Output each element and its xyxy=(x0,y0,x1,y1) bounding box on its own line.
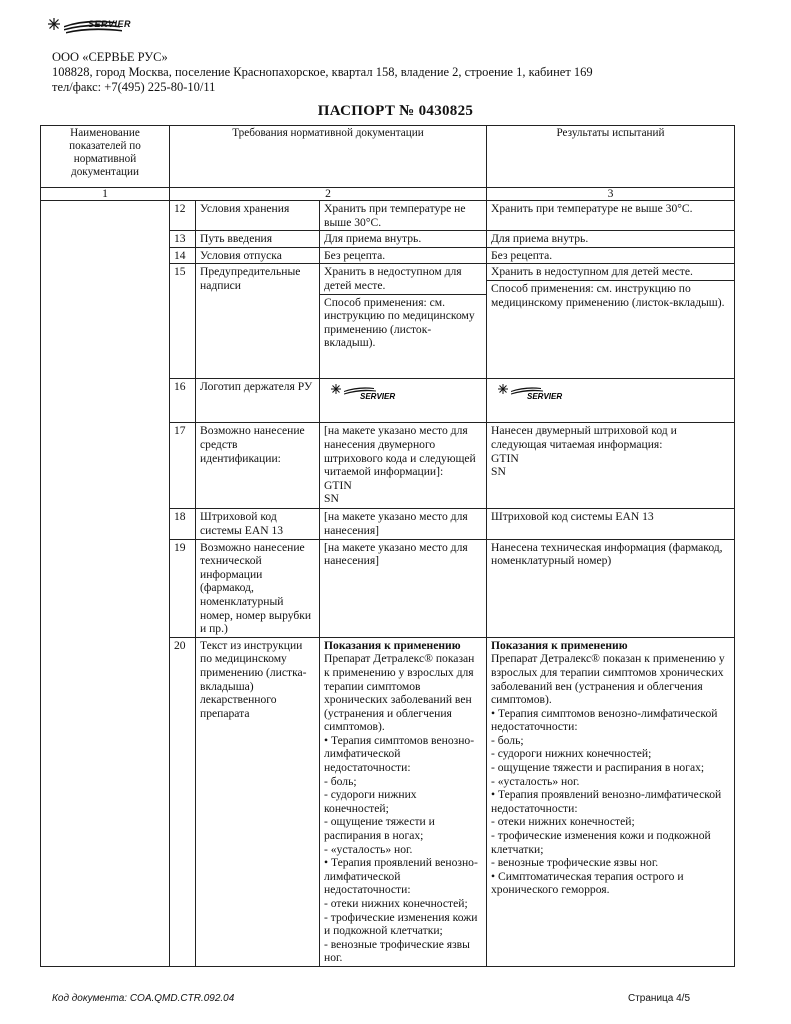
servier-logo-small xyxy=(497,382,577,402)
row-name: Текст из инструкции по медицинскому применению (листка-вкладыша) лекарственного препарата xyxy=(196,637,320,966)
col-number: 1 xyxy=(41,188,170,201)
row-name: Предупредительные надписи xyxy=(196,264,320,379)
row-name: Путь введения xyxy=(196,231,320,248)
row-name: Возможно нанесение технической информации (фармакод, номенклатурный номер, номер вырубки и пр.) xyxy=(196,539,320,637)
company-name: ООО «СЕРВЬЕ РУС» xyxy=(52,50,168,64)
table-row xyxy=(41,201,735,231)
col2-header: Требования нормативной документации xyxy=(170,126,487,188)
row-requirement xyxy=(320,264,487,379)
row-result xyxy=(487,379,735,423)
row-result xyxy=(487,637,735,966)
row-requirement: [на макете указано место для нанесения] xyxy=(320,509,487,539)
row-requirement xyxy=(320,379,487,423)
passport-table xyxy=(40,125,735,967)
indication-line: - ощущение тяжести и распирания в ногах; xyxy=(324,815,435,843)
row-requirement xyxy=(320,423,487,509)
company-address: 108828, город Москва, поселение Краснопахорское, квартал 158, владение 2, строение 1, кабинет 169 xyxy=(52,65,593,79)
table-header-row xyxy=(41,126,735,188)
company-phone: тел/факс: +7(495) 225-80-10/11 xyxy=(52,80,216,94)
row-name: Условия отпуска xyxy=(196,247,320,264)
page-title: ПАСПОРТ № 0430825 xyxy=(317,103,474,119)
row-result: Нанесена техническая информация (фармакод, номенклатурный номер) xyxy=(487,539,735,637)
row-number: 12 xyxy=(170,201,196,231)
mini-logo-text: SERVIER xyxy=(360,392,396,402)
indication-line: - боль; xyxy=(491,733,524,747)
row-name: Условия хранения xyxy=(196,201,320,231)
indication-line: - ощущение тяжести и распирания в ногах; xyxy=(491,761,705,775)
logo-text: SERVIER xyxy=(88,19,132,29)
indication-line: Препарат Детралекс® показан к применению у взрослых для терапии симптомов хронических заболеваний вен (устранения и облегчения симптомов). xyxy=(491,652,725,707)
empty-cell xyxy=(41,201,170,967)
row-number: 14 xyxy=(170,247,196,264)
result-text: Нанесен двумерный штриховой код и следующая читаемая информация: xyxy=(491,424,677,451)
row-number: 19 xyxy=(170,539,196,637)
indication-line: - «усталость» ног. xyxy=(324,842,413,856)
document-code: Код документа: COA.QMD.CTR.092.04 xyxy=(52,993,235,1004)
result-text: Хранить в недоступном для детей месте. xyxy=(491,265,693,279)
result-text-2: Способ применения: см. инструкцию по медицинскому применению (листок-вкладыш). xyxy=(487,280,734,309)
row-requirement: [на макете указано место для нанесения] xyxy=(320,539,487,637)
indications-heading: Показания к применению xyxy=(324,638,461,652)
indication-line: • Терапия симптомов венозно-лимфатической недостаточности: xyxy=(324,733,475,775)
indication-line: - судороги нижних конечностей; xyxy=(491,747,652,761)
requirement-text: [на макете указано место для нанесения двумерного штрихового кода и следующей читаемой информации]: xyxy=(324,424,476,479)
indication-line: • Терапия проявлений венозно-лимфатической недостаточности: xyxy=(324,856,478,897)
row-number: 17 xyxy=(170,423,196,509)
indication-line: • Терапия симптомов венозно-лимфатической недостаточности: xyxy=(491,706,718,734)
indication-line: - трофические изменения кожи и подкожной клетчатки; xyxy=(324,910,478,938)
requirement-sn: SN xyxy=(324,492,339,506)
col-number: 2 xyxy=(170,188,487,201)
indication-line: - трофические изменения кожи и подкожной клетчатки; xyxy=(491,829,711,856)
indication-line: - отеки нижних конечностей; xyxy=(491,815,635,829)
indication-line: - боль; xyxy=(324,774,357,788)
row-number: 16 xyxy=(170,379,196,423)
indication-line: - «усталость» ног. xyxy=(491,774,580,788)
row-number: 15 xyxy=(170,264,196,379)
row-requirement: Хранить при температуре не выше 30°С. xyxy=(320,201,487,231)
row-number: 18 xyxy=(170,509,196,539)
row-requirement: Без рецепта. xyxy=(320,247,487,264)
indication-line: Препарат Детралекс® показан к применению у взрослых для терапии симптомов хронических заболеваний вен (устранения и облегчения симптомов). xyxy=(324,652,475,734)
indications-heading: Показания к применению xyxy=(491,638,628,652)
indication-line: - венозные трофические язвы ног. xyxy=(491,856,659,870)
row-requirement: Для приема внутрь. xyxy=(320,231,487,248)
row-name: Логотип держателя РУ xyxy=(196,379,320,423)
row-result xyxy=(487,423,735,509)
row-requirement xyxy=(320,637,487,966)
indication-line: • Симптоматическая терапия острого и хронического геморроя. xyxy=(491,869,684,897)
row-result: Без рецепта. xyxy=(487,247,735,264)
result-gtin: GTIN xyxy=(491,451,519,465)
requirement-text-2: Способ применения: см. инструкцию по медицинскому применению (листок-вкладыш). xyxy=(320,294,486,350)
column-number-row xyxy=(41,188,735,201)
row-name: Штриховой код системы EAN 13 xyxy=(196,509,320,539)
servier-logo-small xyxy=(330,382,410,402)
indication-line: - отеки нижних конечностей; xyxy=(324,897,468,910)
row-result: Штриховой код системы EAN 13 xyxy=(487,509,735,539)
col3-header: Результаты испытаний xyxy=(487,126,735,188)
row-name: Возможно нанесение средств идентификации: xyxy=(196,423,320,509)
result-sn: SN xyxy=(491,465,506,479)
page-number: Страница 4/5 xyxy=(628,993,691,1004)
col1-header: Наименование показателей по нормативной документации xyxy=(41,126,170,188)
row-result xyxy=(487,264,735,379)
indication-line: • Терапия проявлений венозно-лимфатической недостаточности: xyxy=(491,788,722,815)
row-number: 13 xyxy=(170,231,196,248)
requirement-text: Хранить в недоступном для детей месте. xyxy=(324,265,462,292)
requirement-gtin: GTIN xyxy=(324,478,352,492)
indication-line: - венозные трофические язвы ног. xyxy=(324,937,470,965)
row-result: Хранить при температуре не выше 30°С. xyxy=(487,201,735,231)
mini-logo-text: SERVIER xyxy=(527,392,563,402)
row-result: Для приема внутрь. xyxy=(487,231,735,248)
col-number: 3 xyxy=(487,188,735,201)
row-number: 20 xyxy=(170,637,196,966)
indication-line: - судороги нижних конечностей; xyxy=(324,788,417,815)
